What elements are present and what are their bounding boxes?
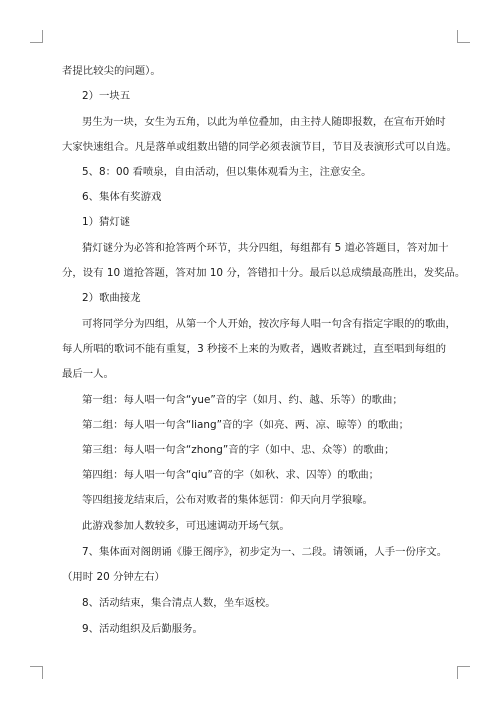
sub-heading: 1）猜灯谜 <box>82 216 131 228</box>
sub-heading: 2）歌曲接龙 <box>82 292 141 304</box>
paragraph-line: 此游戏参加人数较多，可迅速调动开场气氛。 <box>82 520 290 532</box>
paragraph-line: 猜灯谜分为必答和抢答两个环节，共分四组，每组都有 5 道必答题目，答对加十 <box>82 242 449 254</box>
document-body <box>62 64 466 636</box>
group-rule-4: 第四组：每人唱一句含“qiu”音的字（如秋、求、囚等）的歌曲； <box>82 469 379 481</box>
paragraph-line: （用时 20 分钟左右） <box>62 571 165 583</box>
section-heading: 6、集体有奖游戏 <box>82 191 162 203</box>
paragraph-line: 大家快速组合。凡是落单或组数出错的同学必须表演节目，节目及表演形式可以自选。 <box>62 141 457 153</box>
sub-heading: 2）一块五 <box>82 90 131 102</box>
crop-mark-top-right <box>457 30 470 43</box>
section-item: 5、8：00 看喷泉，自由活动，但以集体观看为主，注意安全。 <box>82 166 372 178</box>
group-rule-1: 第一组：每人唱一句含“yue”音的字（如月、约、越、乐等）的歌曲； <box>82 394 403 406</box>
section-item: 8、活动结束，集合清点人数，坐车返校。 <box>82 597 276 609</box>
paragraph-line: 者提比较尖的问题）。 <box>62 65 161 77</box>
group-rule-3: 第三组：每人唱一句含“zhong”音的字（如中、忠、众等）的歌曲； <box>82 444 395 456</box>
paragraph-line: 男生为一块，女生为五角，以此为单位叠加，由主持人随即报数，在宣布开始时 <box>82 116 446 128</box>
paragraph-line: 可将同学分为四组，从第一个人开始，按次序每人唱一句含有指定字眼的的歌曲， <box>82 318 457 330</box>
paragraph-line: 最后一人。 <box>62 368 114 380</box>
paragraph-line: 等四组接龙结束后，公布对败者的集体惩罚：仰天向月学狼嚎。 <box>82 494 373 506</box>
paragraph-line: 分，设有 10 道抢答题，答对加 10 分，答错扣十分。最后以总成绩最高胜出，发奖品。 <box>62 267 466 279</box>
crop-mark-bottom-right <box>457 666 470 679</box>
section-item: 7、集体面对阁朗诵《滕王阁序》，初步定为一、二段。请领诵，人手一份序文。 <box>82 546 448 558</box>
crop-mark-top-left <box>30 30 43 43</box>
crop-mark-bottom-left <box>30 666 43 679</box>
section-item: 9、活动组织及后勤服务。 <box>82 623 203 635</box>
paragraph-line: 每人所唱的歌词不能有重复，3 秒接不上来的为败者，遇败者跳过，直至唱到每组的 <box>62 343 446 355</box>
group-rule-2: 第二组：每人唱一句含“liang”音的字（如亮、两、凉、晾等）的歌曲； <box>82 419 410 431</box>
